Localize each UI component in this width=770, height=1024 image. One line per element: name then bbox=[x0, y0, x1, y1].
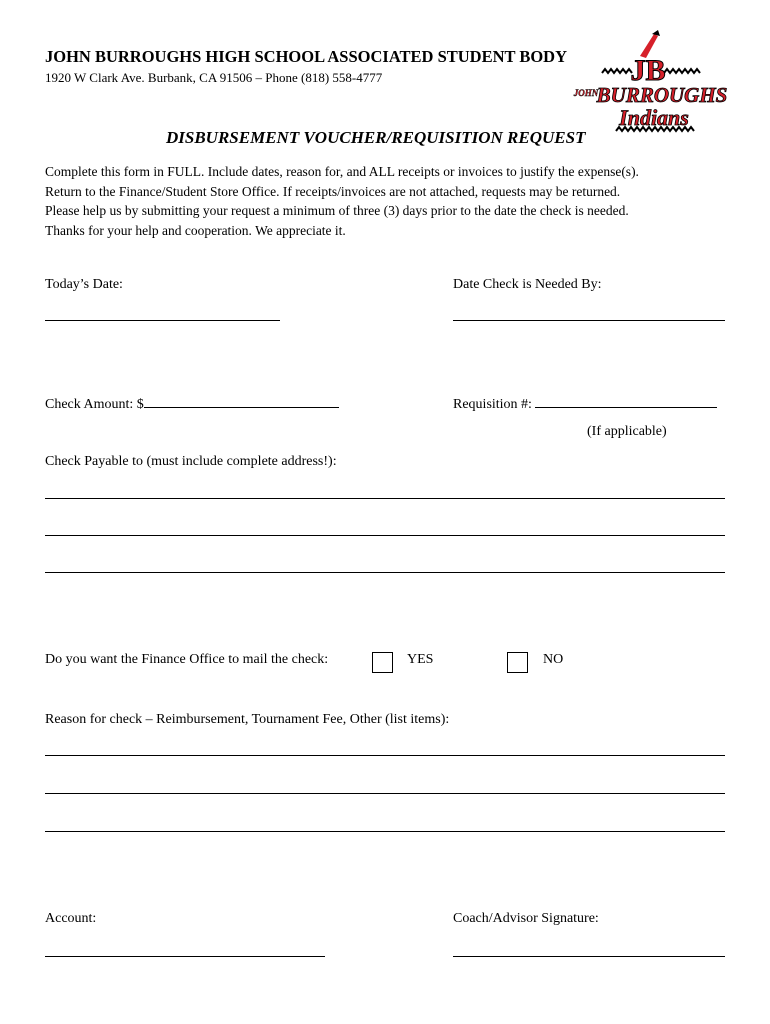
reason-line-3[interactable] bbox=[45, 831, 725, 832]
todays-date-field[interactable] bbox=[45, 320, 280, 321]
school-address: 1920 W Clark Ave. Burbank, CA 91506 – Phone (818) 558-4777 bbox=[45, 70, 383, 85]
signature-field[interactable] bbox=[453, 956, 725, 957]
payable-to-line-3[interactable] bbox=[45, 572, 725, 573]
reason-label: Reason for check – Reimbursement, Tournament Fee, Other (list items): bbox=[45, 712, 450, 727]
payable-to-line-2[interactable] bbox=[45, 535, 725, 536]
account-field[interactable] bbox=[45, 956, 325, 957]
requisition-label: Requisition #: bbox=[453, 397, 532, 412]
instruction-line: Return to the Finance/Student Store Office. If receipts/invoices are not attached, requests may be returned. bbox=[45, 183, 621, 199]
form-title: DISBURSEMENT VOUCHER/REQUISITION REQUEST bbox=[166, 128, 586, 147]
yes-checkbox[interactable] bbox=[372, 652, 393, 673]
reason-line-2[interactable] bbox=[45, 793, 725, 794]
zigzag-right bbox=[664, 69, 700, 73]
logo-monogram: JB bbox=[630, 54, 666, 87]
todays-date-label: Today’s Date: bbox=[45, 277, 123, 292]
reason-line-1[interactable] bbox=[45, 755, 725, 756]
check-amount-label: Check Amount: $ bbox=[45, 397, 144, 412]
payable-to-line-1[interactable] bbox=[45, 498, 725, 499]
instruction-line: Thanks for your help and cooperation. We appreciate it. bbox=[45, 222, 346, 238]
mail-question: Do you want the Finance Office to mail the check: bbox=[45, 652, 329, 667]
requisition-row bbox=[453, 395, 717, 413]
school-logo bbox=[572, 30, 732, 135]
check-amount-field[interactable] bbox=[144, 395, 339, 408]
payable-to-label: Check Payable to (must include complete address!): bbox=[45, 454, 337, 469]
no-checkbox[interactable] bbox=[507, 652, 528, 673]
date-needed-label: Date Check is Needed By: bbox=[453, 277, 602, 292]
instruction-line: Please help us by submitting your request a minimum of three (3) days prior to the date the check is needed. bbox=[45, 203, 629, 218]
logo-word-burroughs: BURROUGHS bbox=[596, 83, 728, 107]
if-applicable-note: (If applicable) bbox=[587, 424, 667, 439]
check-amount-row bbox=[45, 395, 339, 413]
instructions bbox=[45, 162, 639, 240]
requisition-field[interactable] bbox=[535, 395, 717, 408]
logo-word-john: JOHN bbox=[573, 88, 599, 98]
logo-word-indians: Indians bbox=[619, 105, 689, 130]
no-label: NO bbox=[543, 652, 564, 667]
school-title: JOHN BURROUGHS HIGH SCHOOL ASSOCIATED STUDENT BODY bbox=[45, 47, 568, 66]
instruction-line: Complete this form in FULL. Include dates, reason for, and ALL receipts or invoices to justify the expense(s). bbox=[45, 164, 639, 179]
yes-label: YES bbox=[407, 652, 434, 667]
zigzag-left bbox=[602, 69, 632, 73]
account-label: Account: bbox=[45, 911, 97, 926]
date-needed-field[interactable] bbox=[453, 320, 725, 321]
signature-label: Coach/Advisor Signature: bbox=[453, 911, 599, 926]
